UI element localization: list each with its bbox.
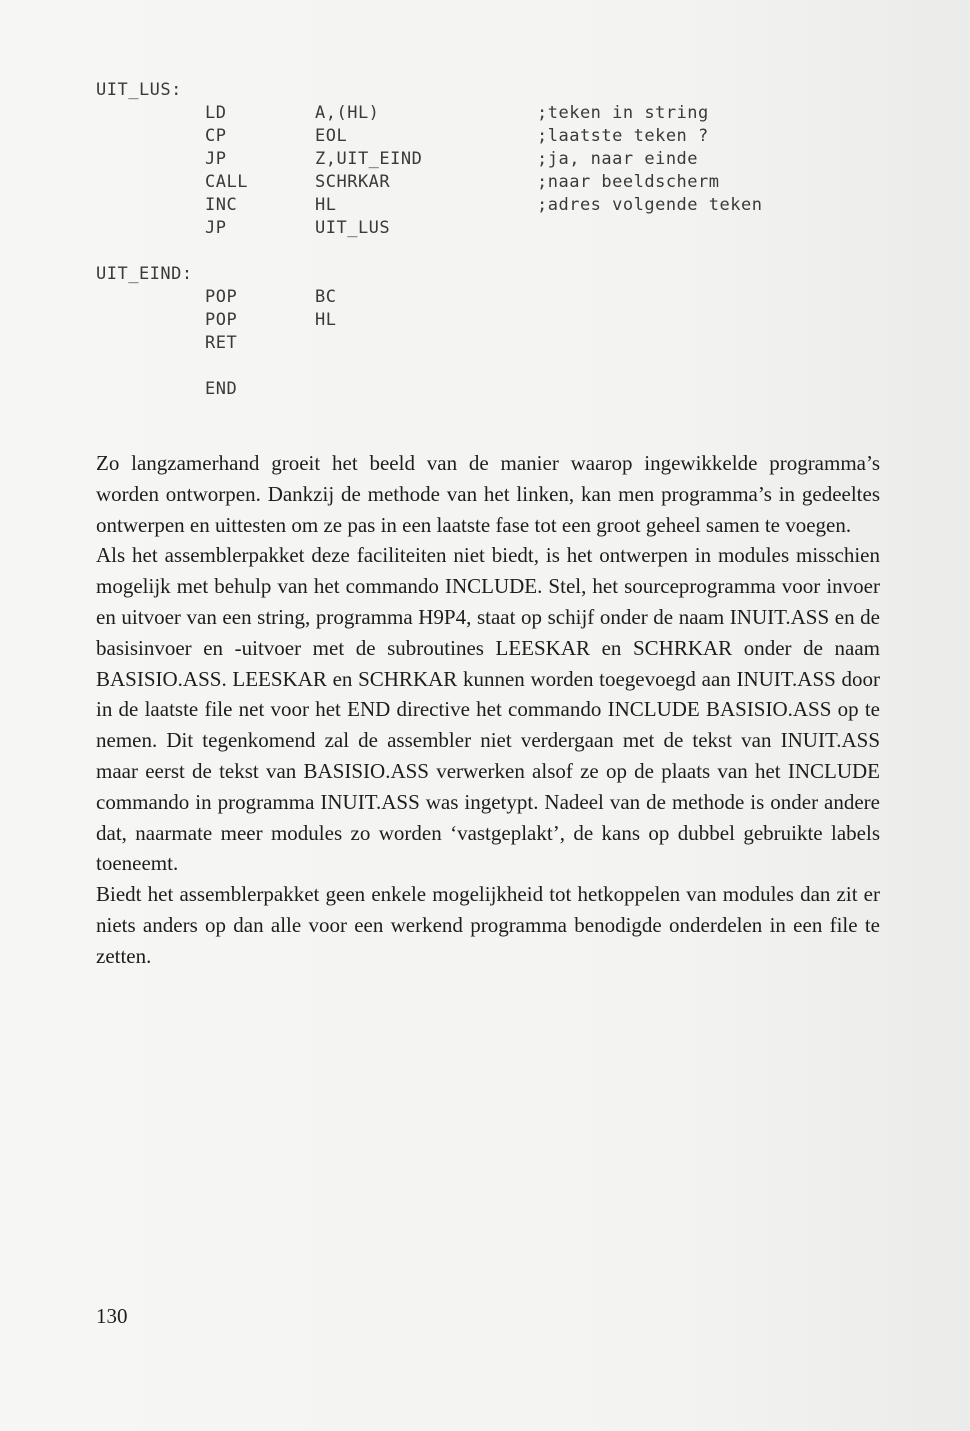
code-mnemonic: END (205, 379, 238, 399)
code-comment: ;adres volgende teken (537, 195, 763, 215)
code-comment: ;ja, naar einde (537, 149, 699, 169)
code-line (96, 195, 896, 218)
code-label: UIT_LUS: (96, 80, 182, 100)
page-number: 130 (96, 1304, 128, 1328)
code-line (96, 172, 896, 195)
paragraph: Zo langzamerhand groeit het beeld van de manier waarop ingewikkelde programma’s worden ontworpen. Dankzij de methode van het linken, kan men programma’s in gedeeltes ontwerpen en uittesten om ze pas in een laatste fase tot een groot geheel samen te voegen. (96, 451, 880, 537)
body-text (96, 448, 880, 972)
code-operand: A,(HL) (315, 103, 380, 123)
code-line (96, 333, 896, 356)
code-spacer (96, 241, 896, 264)
assembly-listing (96, 80, 896, 402)
code-operand: HL (315, 195, 337, 215)
code-operand: SCHRKAR (315, 172, 391, 192)
code-comment: ;teken in string (537, 103, 709, 123)
paragraph: Als het assemblerpakket deze faciliteiten niet biedt, is het ontwerpen in modules misschien mogelijk met behulp van het commando INCLUDE. Stel, het sourceprogramma voor invoer en uitvoer van een string, programma H9P4, staat op schijf onder de naam INUIT.ASS en de basisinvoer en -uitvoer met de subroutines LEESKAR en SCHRKAR onder de naam BASISIO.ASS. LEESKAR en SCHRKAR kunnen worden toegevoegd aan INUIT.ASS door in de laatste file net voor het END directive het commando INCLUDE BASISIO.ASS op te nemen. Dit tegenkomend zal de assembler niet verdergaan met de tekst van INUIT.ASS maar eerst de tekst van BASISIO.ASS verwerken alsof ze op de plaats van het INCLUDE commando in programma INUIT.ASS was ingetypt. Nadeel van de methode is onder andere dat, naarmate meer modules zo worden ‘vastgeplakt’, de kans op dubbel gebruikte labels toeneemt. (96, 543, 880, 876)
code-line (96, 149, 896, 172)
code-mnemonic: CP (205, 126, 227, 146)
code-mnemonic: CALL (205, 172, 248, 192)
code-label: UIT_EIND: (96, 264, 193, 284)
code-line (96, 218, 896, 241)
code-spacer (96, 356, 896, 379)
code-operand: BC (315, 287, 337, 307)
code-mnemonic: INC (205, 195, 238, 215)
paragraph: Biedt het assemblerpakket geen enkele mogelijkheid tot hetkoppelen van modules dan zit er niets anders op dan alle voor een werkend programma benodigde onderdelen in een file te zetten. (96, 882, 880, 968)
code-mnemonic: JP (205, 218, 227, 238)
code-operand: Z,UIT_EIND (315, 149, 423, 169)
code-mnemonic: POP (205, 310, 238, 330)
code-line (96, 287, 896, 310)
code-comment: ;naar beeldscherm (537, 172, 720, 192)
code-line (96, 80, 896, 103)
code-mnemonic: POP (205, 287, 238, 307)
code-operand: UIT_LUS (315, 218, 391, 238)
code-line (96, 379, 896, 402)
code-operand: HL (315, 310, 337, 330)
code-operand: EOL (315, 126, 348, 146)
code-mnemonic: JP (205, 149, 227, 169)
code-comment: ;laatste teken ? (537, 126, 709, 146)
code-line (96, 310, 896, 333)
code-line (96, 103, 896, 126)
code-line (96, 126, 896, 149)
code-line (96, 264, 896, 287)
code-mnemonic: LD (205, 103, 227, 123)
code-mnemonic: RET (205, 333, 238, 353)
